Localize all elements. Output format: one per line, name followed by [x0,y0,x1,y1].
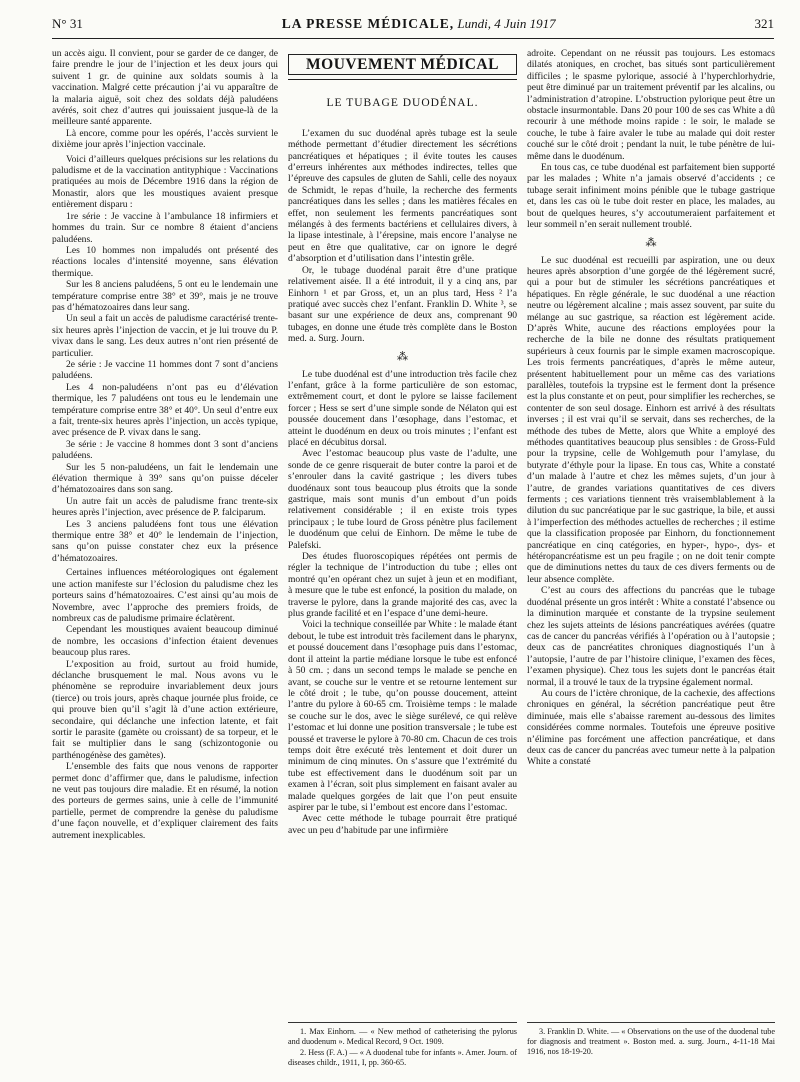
footnote: 2. Hess (F. A.) — « A duodenal tube for infants ». Amer. Journ. of diseases childr., 1911, I, pp. 360-65. [288,1048,517,1067]
paragraph: 2e série : Je vaccine 11 hommes dont 7 sont d’anciens paludéens. [52,358,278,382]
section-separator: ⁂ [645,236,657,249]
paragraph: Des études fluoroscopiques répétées ont permis de régler la technique de l’introduction du tube ; elles ont montré qu’en opérant chez un sujet à jeun et en modifiant, à mesure que le tube est enfoncé, la position du malade, on traverse le pylore, dans la grande majorité des cas, avec la plus grande facilité et en l’espace d’une demi-heure. [288,551,517,620]
page-number: 321 [754,16,774,31]
paragraph: Voici la technique conseillée par White : le malade étant debout, le tube est introduit très facilement dans le pharynx, et poussé doucement dans l’œsophage puis dans l’estomac, dont il atteint la partie médiane lorsque le tube est enfoncé à 50 cm. ; dans un second temps le malade se penche en avant, se couche sur le ventre et se retourne lentement sur le côté droit ; le tube, qu’on pousse doucement, atteint l’antre du pylore à 60-65 cm. Troisième temps : le malade se couche sur le dos, avec le siège surélevé, ce qui relève l’estomac et lui donne une position transversale ; le tube est poussé et traverse le pylore à 70-80 cm. Chacun de ces trois temps doit être exécuté très lentement et doit durer un minimum de cinq minutes. On s’assure que l’extrémité du tube est effectivement dans le duodénum soit par un examen à l’écran, soit plus simplement en faisant avaler au malade quelques gorgées de lait que l’on peut ensuite aspirer par le tube, si l’embout est encore dans l’estomac. [288,619,517,813]
column-1 [52,48,278,841]
footnote: 1. Max Einhorn. — « New method of catheterising the pylorus and duodenum ». Medical Record, 9 Oct. 1909. [288,1027,517,1046]
paragraph: adroite. Cependant on ne réussit pas toujours. Les estomacs dilatés atoniques, en crochet, bas situés sont particulièrement difficiles ; le spasme pylorique, associé à l’hyperchlorhydrie, peut être diminué par un traitement préventif par les alcalins, ou l’administration d’atropine. L’obstruction pylorique peut être un obstacle insurmontable. Dans 20 pour 100 de ses cas White a dû recourir à une méthode moins rapide : le soir, le malade se couche, le tube à faire avaler le tube au malade qui doit rester couché sur le côté droit ; pendant la nuit, le tube pénètre de lui-même dans le duodénum. [527,48,775,162]
paragraph: Le suc duodénal est recueilli par aspiration, une ou deux heures après absorption d’une gorgée de thé légèrement sucré, qui a pour but de stimuler les sécrétions pancréatiques et hépatiques. En règle générale, le suc duodénal a une réaction neutre ou légèrement alcaline ; mais assez souvent, par suite du mélange au suc gastrique, sa réaction est légèrement acide. D’après White, aucune des réactions employées pour la recherche de la bile ne donne des résultats pratiquement supérieurs à ceux fournis par le simple examen macroscopique. Les trois ferments pancréatiques, d’après le même auteur, présentent habituellement pour un même cas des variations parallèles, toutefois la trypsine est le ferment dont la présence est la plus constante et on peut, pour simplifier les recherches, se contenter de son seul dosage. Einhorn est arrivé à des résultats inverses ; il est vrai qu’il se servait, dans ses recherches, de la méthode des tubes de Mette, alors que White a employé des méthodes quantitatives beaucoup plus sensibles : de Gross-Fuld pour la trypsine, celle de Wohlgemuth pour l’amylase, du butyrate d’éthyle pour la lipase. En tous cas, White a constaté d’un malade à l’autre et chez les mêmes sujets, d’un jour à l’autre, de grandes variations quantitatives de ces divers ferments ; ces variations tiennent très vraisemblablement à la dilution du suc pancréatique par le suc gastrique, la bile, et aussi à l’imperfection des méthodes actuelles de recherches ; il estime que la classification proposée par Einhorn, du fonctionnement pancréatique en cinq catégories, en hyper-, hypo-, dys- et hétéropancréatisme est un peu fragile ; on ne doit tenir compte que de diminutions nettes du taux de ces divers ferments ou de leur absence complète. [527,254,775,585]
paragraph: L’examen du suc duodénal après tubage est la seule méthode permettant d’étudier directement les sécrétions pancréatiques et hépatiques ; il évite toutes les causes d’erreurs inhérentes aux méthodes indirectes, telles que l’épreuve des capsules de gluten de Sahli, celle des noyaux de Schmidt, le repas d’huile, la recherche des ferments pancréatiques dans les selles ; dans les matières fécales en effet, non seulement les ferments pancréatiques sont mélangés à des ferments bactériens et cellulaires divers, à la lipase intestinale, à l’érepsine, mais encore l’analyse ne peut en être que qualitative, car on ignore le degré d’absorption et d’utilisation dans l’intestin grêle. [288,127,517,265]
paragraph: En tous cas, ce tube duodénal est parfaitement bien supporté par les malades ; White n’a jamais observé d’accidents ; ce tubage serait infiniment moins pénible que le tubage gastrique et, dans les cas où le tube doit rester en place, les malades, au bout de quelques heures, s’y accoutumeraient parfaitement et leur sommeil n’en serait nullement troublé. [527,162,775,231]
paragraph: Sur les 5 non-paludéens, un fait le lendemain une élévation thermique à 39° sans qu’on puisse déceler d’hématozoaires dans son sang. [52,461,278,496]
journal-title [282,16,556,32]
paragraph: Avec l’estomac beaucoup plus vaste de l’adulte, une sonde de ce genre risquerait de buter contre la paroi et de s’enrouler dans la cavité gastrique ; les divers tubes duodénaux sont tous beaucoup plus étroits que la sonde gastrique, mais sont munis d’un embout d’un poids relativement considérable ; il en existe trois types principaux ; le tube lourd de Gross pénètre plus facilement le duodénum que celui de Einhorn. De même le tube de Palefski. [288,448,517,551]
paragraph: Or, le tubage duodénal parait être d’une pratique relativement aisée. Il a été introduit, il y a cinq ans, par Einhorn ¹ et par Gross, et, un an plus tard, Hess ² l’a pratiqué avec succès chez l’enfant. Franklin D. White ³, se basant sur une expérience de deux ans, comprenant 90 tubages, en donne une étude très complète dans le Boston med. a. Surg. Journ. [288,264,517,345]
paragraph: L’exposition au froid, surtout au froid humide, déclanche brusquement le mal. Nous avons vu le phénomène se reproduire invariablement deux jours (tierce) ou trois jours, après chaque journée plus froide, ce qui prouve bien qu’il s’agit là d’une action extérieure, secondaire, qui déclanche une infection latente, et fait sortir le parasite (gamète ou croissant) de sa torpeur, et le fait se multiplier dans le sang (schizontogonie ou parthénogénèse des gamètes). [52,658,278,761]
column-2 [288,48,517,836]
paragraph: un accès aigu. Il convient, pour se garder de ce danger, de faire prendre le jour de l’injection et les deux jours qui suivent 1 gr. de quinine aux soldats soumis à la vaccination. Malgré cette précaution j’ai vu apparaître de la malaria aiguë, soit chez des soldats déjà paludéens avérés, soit chez d’autres qui jouissaient jusque-là de la meilleure santé apparente. [52,48,278,128]
title-rule [288,79,517,80]
paragraph: Sur les 8 anciens paludéens, 5 ont eu le lendemain une température comprise entre 38° et 39°, mais je ne trouve pas d’hématozoaires dans leur sang. [52,279,278,313]
paragraph: Cependant les moustiques avaient beaucoup diminué de nombre, les occasions d’infection étaient devenues beaucoup plus rares. [52,624,278,659]
issue-number: N° 31 [52,16,83,31]
paragraph: Le tube duodénal est d’une introduction très facile chez l’enfant, grâce à la forme particulière de son estomac, extrêmement court, et dont le pylore se laisse facilement forcer ; Hess se sert d’une simple sonde de Nélaton qui est poussée doucement dans l’œsophage, dans l’estomac, et atteint le duodénum en deux ou trois minutes ; l’enfant est placé en décubitus dorsal. [288,368,517,448]
paragraph: Certaines influences météorologiques ont également une action manifeste sur l’éclosion du paludisme chez les porteurs sains d’hématozoaires. C’est ainsi qu’au mois de Novembre, avec l’approche des premiers froids, de nombreux cas de paludisme primaire éclatèrent. [52,567,278,624]
footnotes-column-3 [527,1022,775,1058]
paragraph: Là encore, comme pour les opérés, l’accès survient le dixième jour après l’injection vaccinale. [52,127,278,151]
footnotes-column-2 [288,1022,517,1069]
section-title: MOUVEMENT MÉDICAL [288,54,517,75]
issue-date: Lundi, 4 Juin 1917 [457,16,556,31]
paragraph: C’est au cours des affections du pancréas que le tubage duodénal présente un gros intérêt : White a constaté l’absence ou la diminution marquée et constante de la trypsine seulement chez les sujets atteints de lésions pancréatiques avérées (quatre cas de cancer du pancréas vérifiés à l’opération ou à l’autopsie ; deux cas de pancréatites chroniques diagnostiqués l’un à l’autopsie, l’autre de par l’histoire clinique, l’examen des fèces, l’examen physique). Chez tous les sujets dont le pancréas était normal, il a trouvé le taux de la trypsine également normal. [527,585,775,688]
paragraph: Au cours de l’ictère chronique, de la cachexie, des affections chroniques en général, la sécrétion pancréatique peut être diminuée, mais elle s’abaisse rarement au-dessous des limites considérées comme normales. Toutefois une épreuve positive n’élimine pas forcément une affection pancréatique, et dans deux cas de cancer du pancréas avec tumeur nette à la palpation White a constaté [527,687,775,768]
footnote: 3. Franklin D. White. — « Observations on the use of the duodenal tube for diagnosis and treatment ». Boston med. a. surg. Journ., 4-11-18 Mai 1916, nos 18-19-20. [527,1027,775,1056]
paragraph: Les 10 hommes non impaludés ont présenté des réactions locales d’intensité moyenne, sans élévation thermique. [52,244,278,279]
paragraph: Les 4 non-paludéens n’ont pas eu d’élévation thermique, les 7 paludéens ont tous eu le lendemain une température comprise entre 38° et 40°. Un seul d’entre eux a fait, trente-six heures après l’injection, un accès typique, avec présence de P. vivax dans le sang. [52,381,278,439]
paragraph: Un autre fait un accès de paludisme franc trente-six heures après l’injection, avec présence de P. falciparum. [52,495,278,519]
paragraph: L’ensemble des faits que nous venons de rapporter permet donc d’affirmer que, dans le paludisme, infection ne veut pas toujours dire maladie. Et en résumé, la notion des porteurs de germes sains, unie à celle de l’immunité partielle, permet de comprendre la genèse du paludisme d’une façon nouvelle, et d’expliquer clairement des faits autrement inexplicables. [52,761,278,841]
journal-name: LA PRESSE MÉDICALE, [281,16,455,31]
article-title: LE TUBAGE DUODÉNAL. [326,97,479,110]
page-header [52,16,774,39]
paragraph: Avec cette méthode le tubage pourrait être pratiqué avec un peu d’habitude par une infirmière [288,813,517,836]
paragraph: Voici d’ailleurs quelques précisions sur les relations du paludisme et de la vaccination antityphique : Vaccinations pratiquées au mois de Décembre 1916 dans la région de Monastir, alors que les moustiques avaient presque entièrement disparu : [52,153,278,211]
paragraph: Les 3 anciens paludéens font tous une élévation thermique entre 38° et 40° le lendemain de l’injection, sans qu’on puisse constater chez eux la présence d’hématozoaires. [52,518,278,564]
paragraph: 1re série : Je vaccine à l’ambulance 18 infirmiers et hommes du train. Sur ce nombre 8 étaient d’anciens paludéens. [52,210,278,245]
paragraph: Un seul a fait un accès de paludisme caractérisé trente-six heures après l’injection de vaccin, et je lui trouve du P. vivax dans le sang. Les deux autres n’ont rien présenté de particulier. [52,313,278,359]
column-3 [527,48,775,768]
section-separator: ⁂ [397,350,408,363]
paragraph: 3e série : Je vaccine 8 hommes dont 3 sont d’anciens paludéens. [52,438,278,462]
